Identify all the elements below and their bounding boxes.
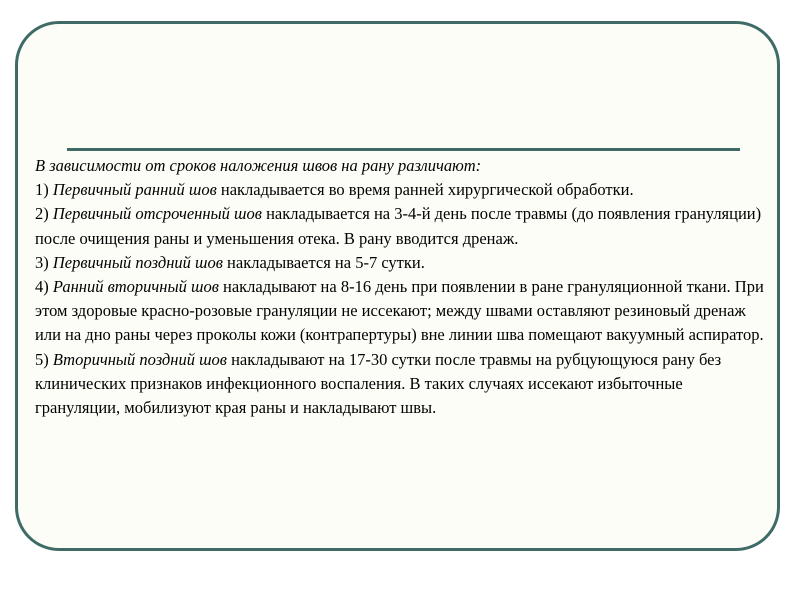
item-term: Первичный ранний шов	[52, 180, 217, 200]
item-term: Вторичный поздний шов	[52, 349, 227, 369]
item-number: 2)	[35, 204, 49, 224]
item-text: накладывается на 5-7 сутки.	[227, 252, 425, 272]
item-term: Первичный поздний шов	[52, 252, 223, 272]
list-item-5	[35, 348, 770, 421]
intro-line	[35, 154, 770, 178]
item-number: 5)	[35, 349, 49, 369]
item-number: 1)	[35, 180, 49, 200]
item-text: накладывается на 3-4-й день после травмы (до появления грануляции) после очищения раны и уменьшения отека. В рану вводится дренаж.	[35, 204, 762, 248]
item-number: 4)	[35, 277, 49, 297]
item-number: 3)	[35, 252, 49, 272]
item-text: накладывают на 17-30 сутки после травмы на рубцующуюся рану без клинических признаков инфекционного воспаления. В таких случаях иссекают избыточные грануляции, мобилизуют края раны и накладывают швы.	[35, 349, 722, 418]
list-item-4	[35, 275, 770, 348]
item-term: Первичный отсроченный шов	[52, 204, 262, 224]
body-text	[35, 154, 770, 420]
intro-text: В зависимости от сроков наложения швов на рану различают:	[35, 156, 482, 175]
item-text: накладывают на 8-16 день при появлении в ране грануляционной ткани. При этом здоровые красно-розовые грануляции не иссекают; между швами оставляют резиновый дренаж или на дно раны через проколы кожи (контрапертуры) вне линии шва помещают вакуумный аспиратор.	[35, 277, 764, 345]
list-item-2	[35, 202, 770, 250]
item-term: Ранний вторичный шов	[52, 277, 219, 297]
list-item-3	[35, 251, 770, 275]
list-item-1	[35, 178, 770, 202]
title-divider-line	[67, 148, 740, 151]
item-text: накладывается во время ранней хирургической обработки.	[220, 180, 634, 200]
